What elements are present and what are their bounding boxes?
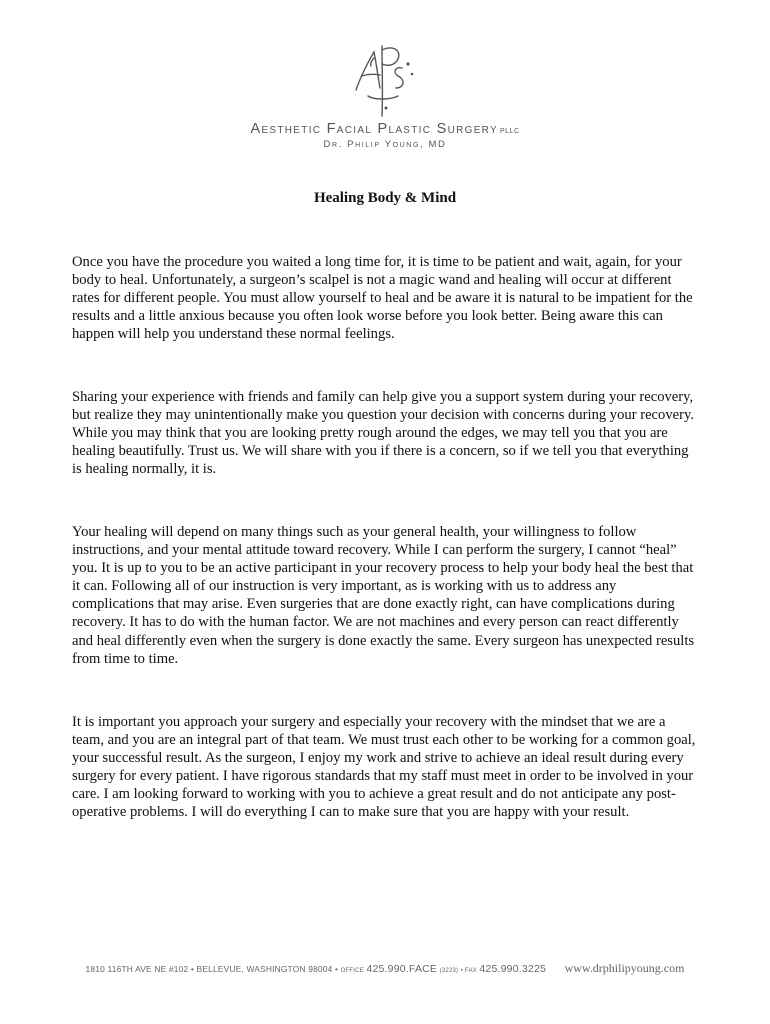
practice-suffix: PLLC <box>500 128 520 135</box>
body-paragraph: Your healing will depend on many things such as your general health, your willingness to follow instructions, and your mental attitude toward recovery. While I can perform the surgery, I cannot “heal” you. It is up to you to be an active participant in your recovery process to help your body heal the best that it can. Following all of our instruction is very important, as is working with us to address any complications that may arise. Even surgeries that are done exactly right, can have complications during recovery. It has to do with the human factor. We are not machines and every person can react differently and heal differently even when the surgery is done exactly the same. Every surgeon has unexpected results from time to time. <box>72 524 695 667</box>
footer-website: www.drphilipyoung.com <box>564 961 685 975</box>
footer-address: 1810 116TH AVE NE #102 • BELLEVUE, WASHINGTON 98004 • <box>85 964 339 974</box>
body-paragraph: Sharing your experience with friends and family can help give you a support system during your recovery, but realize they may unintentionally make you question your decision with concerns during your recovery. While you may think that you are looking pretty rough around the edges, we may tell you that you are healing beautifully. Trust us. We will share with you if there is a concern, so if we tell you that everything is healing normally, it is. <box>72 389 694 478</box>
document-title: Healing Body & Mind <box>313 190 457 206</box>
body-paragraph: Once you have the procedure you waited a long time for, it is time to be patient and wait, again, for your body to heal. Unfortunately, a surgeon’s scalpel is not a magic wand and healing will occur at different rates for different people. You must allow yourself to heal and be aware it is natural to be impatient for the results and a little anxious because you often look worse before you look better. Being aware this can happen will help you understand these normal feelings. <box>72 254 693 343</box>
footer-fax-label: • FAX <box>460 968 477 974</box>
monogram-logo-icon <box>338 38 428 120</box>
practice-name <box>0 121 770 137</box>
footer-office-label: OFFICE <box>340 968 364 974</box>
practice-name-text: Aesthetic Facial Plastic Surgery <box>250 121 498 137</box>
letterhead-footer <box>0 961 770 976</box>
footer-fax-phone: 425.990.3225 <box>479 963 547 975</box>
body-paragraph: It is important you approach your surgery and especially your recovery with the mindset that we are a team, and you are an integral part of that team. We must trust each other to be working for a common goal, your successful result. As the surgeon, I enjoy my work and strive to achieve an ideal result during every surgery for every patient. I have rigorous standards that my staff must meet in order to be involved in your care. I am looking forward to working with you to achieve a great result and do not anticipate any post-operative problems. I will do everything I can to make sure that you are happy with your result. <box>72 714 696 821</box>
footer-office-phone: 425.990.FACE <box>366 963 438 975</box>
footer-office-digits: (3223) <box>439 968 459 974</box>
doctor-name: Dr. Philip Young, MD <box>323 139 447 150</box>
